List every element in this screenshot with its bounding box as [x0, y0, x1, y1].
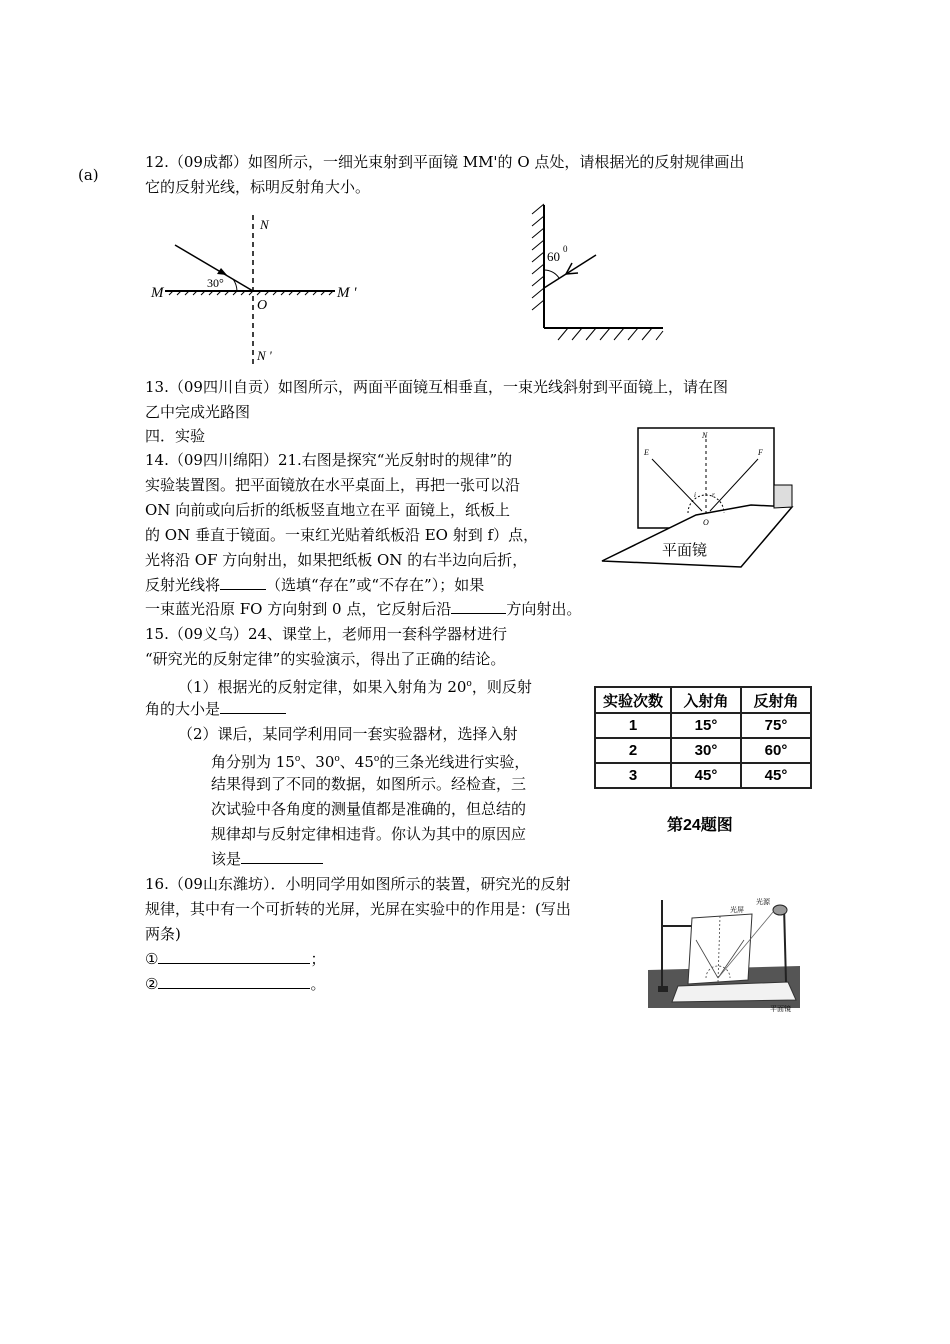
q14-line6: 反射光线将 （选填“存在”或“不存在”）；如果: [145, 573, 484, 597]
q15-sub2-line5: 规律却与反射定律相违背。你认为其中的原因应: [211, 825, 527, 843]
table-header: 实验次数: [595, 687, 671, 713]
q12-mirror-figure: [145, 205, 370, 367]
answer-blank-1[interactable]: [158, 947, 310, 964]
q15-sub2-line6: 该是: [211, 847, 323, 871]
answer-blank-direction[interactable]: [451, 597, 506, 614]
margin-label: (a): [78, 166, 99, 184]
table-cell: 75°: [741, 713, 811, 738]
answer-blank-reflection-angle[interactable]: [220, 697, 286, 714]
stand-base: [658, 986, 668, 992]
q12-line1: 12.（09成都）如图所示，一细光束射到平面镜 MM'的 O 点处，请根据光的反射规律画出: [145, 153, 745, 171]
q14-line7: 一束蓝光沿原 FO 方向射到 0 点，它反射后沿 方向射出。: [145, 597, 581, 621]
answer-blank-reason[interactable]: [241, 847, 323, 864]
q16-apparatus-figure: [648, 890, 800, 1012]
table-cell: 2: [595, 738, 671, 763]
q12-line2: 它的反射光线，标明反射角大小。: [145, 178, 371, 196]
label-n: N: [260, 217, 269, 232]
experiment-table: [594, 686, 812, 789]
q15-sub2-line3: 结果得到了不同的数据，如图所示。经检查，三: [211, 775, 527, 793]
label-mirror: 平面镜: [662, 543, 708, 559]
q14-line3: ON 向前或向后折的纸板竖直地立在平 面镜上，纸板上: [145, 501, 510, 519]
mirror-edge: [774, 485, 792, 508]
q14-line5: 光将沿 OF 方向射出，如果把纸板 ON 的右半边向后折，: [145, 551, 528, 569]
q13-line2: 乙中完成光路图: [145, 403, 251, 421]
table-cell: 1: [595, 713, 671, 738]
table-cell: 45°: [671, 763, 741, 788]
label-n-prime: N ': [257, 348, 272, 363]
q14-line1: 14.（09四川绵阳）21.右图是探究“光反射时的规律”的: [145, 451, 513, 469]
table-cell: 3: [595, 763, 671, 788]
table-caption: 第24题图: [667, 817, 733, 834]
label-30deg: 30°: [207, 276, 224, 290]
q16-line3: 两条): [145, 925, 181, 943]
vertical-hatching: [532, 204, 544, 310]
q15-sub1: （1）根据光的反射定律，如果入射角为 20$^o$，则反射: [178, 678, 532, 696]
q14-apparatus-figure: [596, 425, 796, 580]
q14-line2: 实验装置图。把平面镜放在水平桌面上，再把一张可以沿: [145, 476, 521, 494]
label-m: M: [151, 285, 164, 301]
label-screen: 光屏: [730, 906, 744, 914]
label-60: 60: [547, 249, 560, 264]
answer-blank-exist[interactable]: [220, 573, 266, 590]
label-n: N: [702, 431, 708, 440]
q15-sub1-line2: 角的大小是: [145, 697, 286, 721]
q15-sub2-line1: （2）课后，某同学利用同一套实验器材，选择入射: [178, 725, 518, 743]
q16-answer-1: ① ；: [145, 947, 325, 971]
answer-blank-2[interactable]: [158, 972, 310, 989]
q15-sub2-line2: 角分别为 15$^o$、30$^o$、45$^o$的三条光线进行实验，: [211, 753, 530, 771]
table-cell: 45°: [741, 763, 811, 788]
label-mirror: 平面镜: [770, 1005, 791, 1012]
table-header: 入射角: [671, 687, 741, 713]
q16-line2: 规律，其中有一个可折转的光屏，光屏在实验中的作用是：(写出: [145, 900, 571, 918]
label-e: E: [644, 448, 649, 457]
q15-line2: “研究光的反射定律”的实验演示，得出了正确的结论。: [145, 650, 506, 668]
q13-line1: 13.（09四川自贡）如图所示，两面平面镜互相垂直，一束光线斜射到平面镜上，请在图: [145, 378, 728, 396]
label-f: F: [758, 448, 763, 457]
label-o: O: [257, 298, 268, 313]
q15-sub2-line4: 次试验中各角度的测量值都是准确的，但总结的: [211, 800, 527, 818]
angle-arc: [544, 270, 559, 278]
horizontal-hatching: [558, 328, 663, 340]
q16-line1: 16.（09山东潍坊）．小明同学用如图所示的装置，研究光的反射: [145, 875, 571, 893]
q14-line4: 的 ON 垂直于镜面。一束红光贴着纸板沿 EO 射到 f）点，: [145, 526, 539, 544]
label-i: i: [694, 491, 696, 499]
label-o: O: [703, 518, 709, 527]
table-cell: 30°: [671, 738, 741, 763]
table-row: [595, 713, 811, 738]
label-r: r: [712, 491, 715, 499]
label-degree: 0: [563, 244, 568, 254]
table-cell: 15°: [671, 713, 741, 738]
label-source: 光源: [756, 898, 770, 906]
table-cell: 60°: [741, 738, 811, 763]
q13-perpendicular-mirrors-figure: [528, 200, 668, 345]
light-source: [773, 905, 787, 915]
label-m-prime: M ': [337, 285, 357, 301]
table-header: 反射角: [741, 687, 811, 713]
table-row: [595, 738, 811, 763]
table-row: [595, 763, 811, 788]
section-4-heading: 四．实验: [145, 427, 206, 445]
q16-answer-2: ② 。: [145, 972, 325, 996]
q15-line1: 15.（09义乌）24、课堂上，老师用一套科学器材进行: [145, 625, 508, 643]
